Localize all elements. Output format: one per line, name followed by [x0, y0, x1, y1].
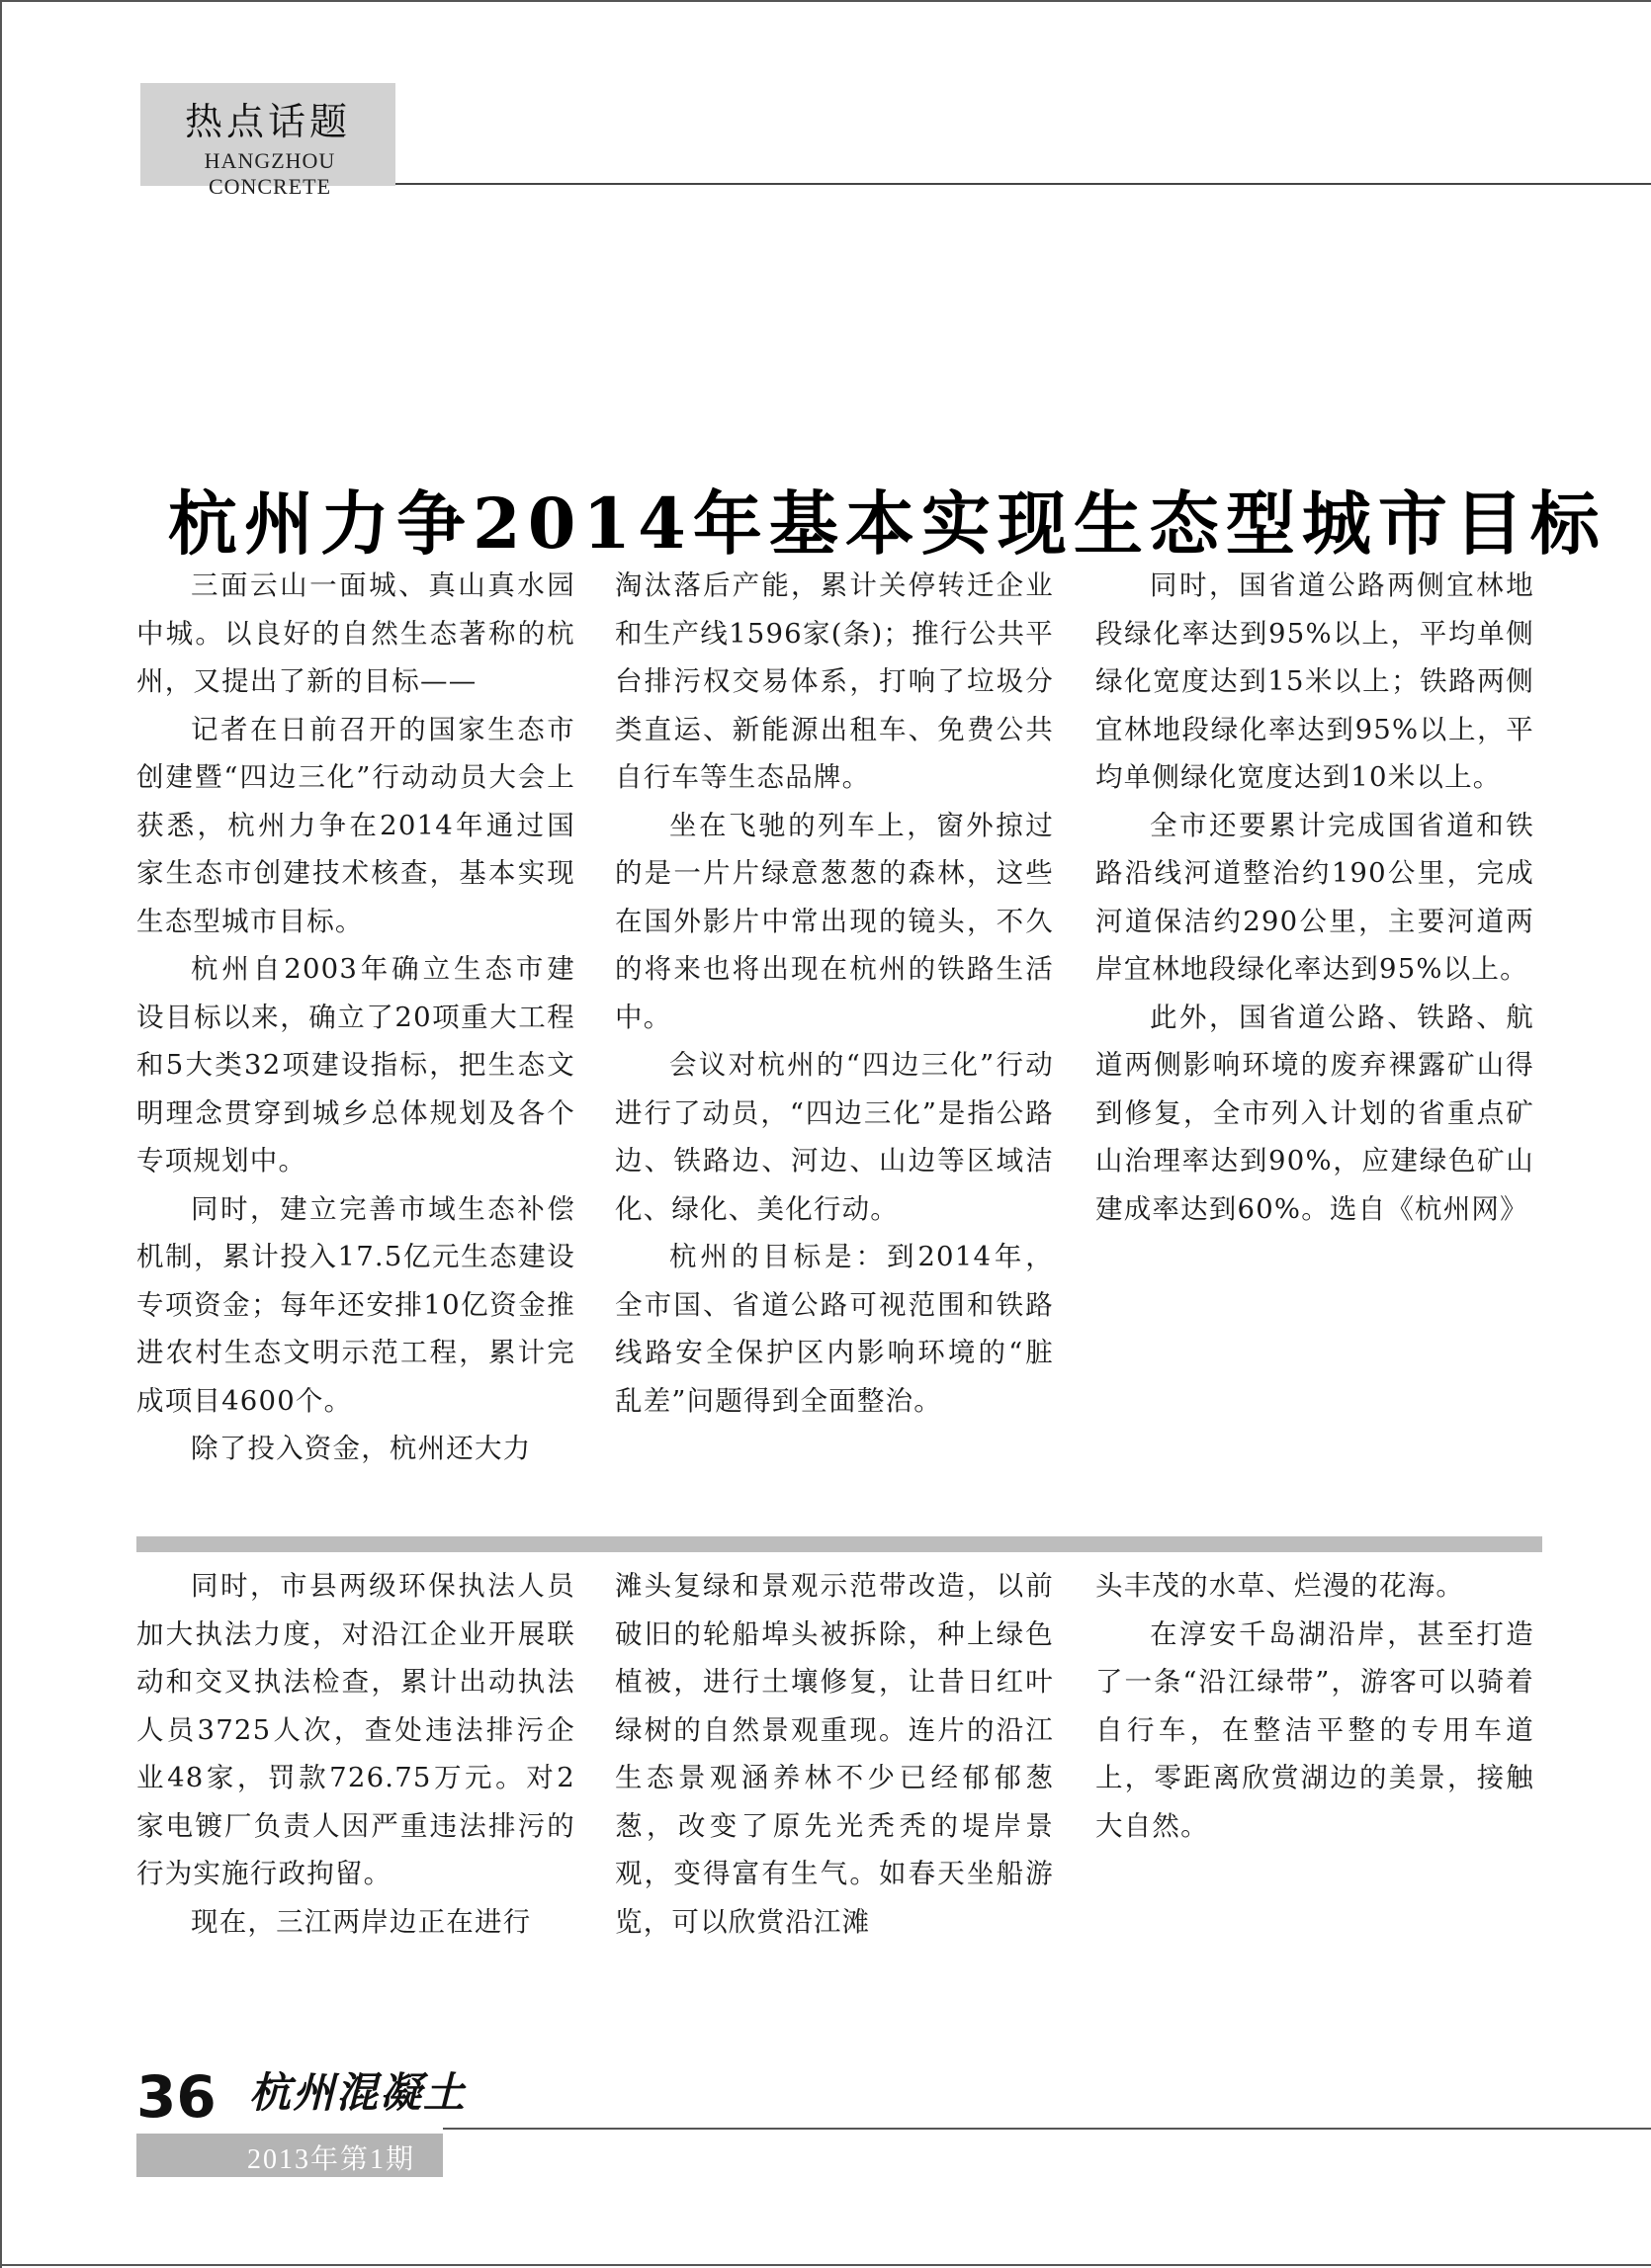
article-title: 杭州力争2014年基本实现生态型城市目标 [168, 481, 1607, 565]
lower-column-3 [1095, 1562, 1534, 1850]
issue-label: 2013年第1期 [247, 2144, 416, 2175]
paragraph: 杭州自2003年确立生态市建设目标以来，确立了20项重大工程和5大类32项建设指标，把生态文明理念贯穿到城乡总体规划及各个专项规划中。 [136, 953, 575, 1177]
lower-column-2 [615, 1562, 1054, 1946]
paragraph: 杭州的目标是：到2014年，全市国、省道公路可视范围和铁路线路安全保护区内影响环境的“脏乱差”问题得到全面整治。 [615, 1241, 1054, 1417]
paragraph: 坐在飞驰的列车上，窗外掠过的是一片片绿意葱葱的森林，这些在国外影片中常出现的镜头，不久的将来也将出现在杭州的铁路生活中。 [615, 809, 1054, 1033]
page-border-bottom [0, 2264, 1651, 2266]
article-column-3 [1095, 562, 1534, 1233]
section-subtitle: HANGZHOU CONCRETE [204, 148, 336, 199]
paragraph: 滩头复绿和景观示范带改造，以前破旧的轮船埠头被拆除，种上绿色植被，进行土壤修复，让昔日红叶绿树的自然景观重现。连片的沿江生态景观涵养林不少已经郁郁葱葱，改变了原先光秃秃的堤岸景观，变得富有生气。如春天坐船游览，可以欣赏沿江滩 [615, 1570, 1054, 1938]
paragraph: 此外，国省道公路、铁路、航道两侧影响环境的废弃裸露矿山得到修复，全市列入计划的省重点矿山治理率达到90%，应建绿色矿山建成率达到60%。选自《杭州网》 [1095, 1001, 1534, 1225]
page-border-left [0, 0, 2, 2268]
footer-rule [443, 2128, 1651, 2130]
lower-column-1 [136, 1562, 575, 1946]
page-border-top [0, 0, 1651, 2]
paragraph: 同时，建立完善市域生态补偿机制，累计投入17.5亿元生态建设专项资金；每年还安排10亿资金推进农村生态文明示范工程，累计完成项目4600个。 [136, 1192, 575, 1417]
paragraph: 除了投入资金，杭州还大力 [191, 1433, 532, 1464]
paragraph: 同时，市县两级环保执法人员加大执法力度，对沿江企业开展联动和交叉执法检查，累计出动执法人员3725人次，查处违法排污企业48家，罚款726.75万元。对2家电镀厂负责人因严重违法排污的行为实施行政拘留。 [136, 1570, 575, 1889]
header-rule [395, 183, 1651, 185]
section-title: 热点话题 [184, 100, 351, 143]
article-column-2 [615, 562, 1054, 1425]
paragraph: 三面云山一面城、真山真水园中城。以良好的自然生态著称的杭州，又提出了新的目标—— [136, 569, 575, 697]
section-divider [136, 1536, 1542, 1552]
paragraph: 现在，三江两岸边正在进行 [191, 1905, 532, 1938]
paragraph: 头丰茂的水草、烂漫的花海。 [1095, 1570, 1465, 1602]
paragraph: 记者在日前召开的国家生态市创建暨“四边三化”行动动员大会上获悉，杭州力争在2014年通过国家生态市创建技术核查，基本实现生态型城市目标。 [136, 713, 575, 937]
magazine-logo: 杭州混凝土 [249, 2068, 468, 2117]
paragraph: 淘汰落后产能，累计关停转迁企业和生产线1596家(条)；推行公共平台排污权交易体系，打响了垃圾分类直运、新能源出租车、免费公共自行车等生态品牌。 [615, 569, 1054, 793]
paragraph: 会议对杭州的“四边三化”行动进行了动员，“四边三化”是指公路边、铁路边、河边、山边等区域洁化、绿化、美化行动。 [615, 1049, 1054, 1225]
page-number: 36 [136, 2063, 217, 2131]
article-column-1 [136, 562, 575, 1473]
paragraph: 在淳安千岛湖沿岸，甚至打造了一条“沿江绿带”，游客可以骑着自行车，在整洁平整的专用车道上，零距离欣赏湖边的美景，接触大自然。 [1095, 1617, 1534, 1842]
section-tab [140, 83, 395, 199]
paragraph: 全市还要累计完成国省道和铁路沿线河道整治约190公里，完成河道保洁约290公里，主要河道两岸宜林地段绿化率达到95%以上。 [1095, 809, 1534, 985]
paragraph: 同时，国省道公路两侧宜林地段绿化率达到95%以上，平均单侧绿化宽度达到15米以上；铁路两侧宜林地段绿化率达到95%以上，平均单侧绿化宽度达到10米以上。 [1095, 569, 1534, 793]
